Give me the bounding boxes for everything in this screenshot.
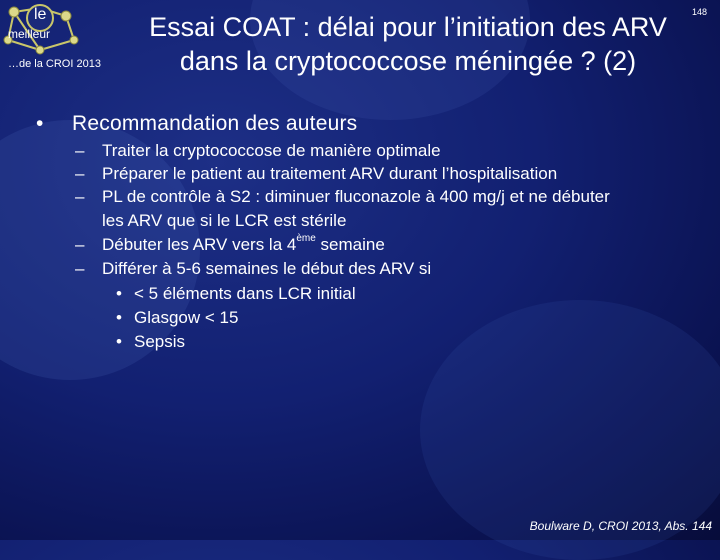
citation: Boulware D, CROI 2013, Abs. 144 <box>529 519 712 533</box>
list-item-text: Débuter les ARV vers la 4ème semaine <box>102 233 385 254</box>
bullet-icon: • <box>116 308 122 327</box>
bullet-icon: • <box>36 112 44 135</box>
bullet-icon: • <box>116 332 122 351</box>
molecule-icon <box>0 0 120 90</box>
dash-icon: – <box>75 259 85 278</box>
list-item-text: Différer à 5-6 semaines le début des ARV si <box>102 259 432 278</box>
sub-list-item-text: Sepsis <box>134 332 186 351</box>
main-bullet-text: Recommandation des auteurs <box>72 112 358 135</box>
sub-list-item-text: < 5 éléments dans LCR initial <box>134 284 356 303</box>
logo-text-meilleur: meilleur <box>8 27 51 41</box>
superscript: ème <box>296 233 316 244</box>
list-item-text: PL de contrôle à S2 : diminuer fluconazole à 400 mg/j et ne débuter <box>102 187 610 206</box>
logo-subtitle: …de la CROI 2013 <box>8 58 101 70</box>
slide-title-line: Essai COAT : délai pour l’initiation des ARV <box>149 12 667 42</box>
slide-title-line: dans la cryptococcose méningée ? (2) <box>179 46 637 76</box>
dash-icon: – <box>75 164 85 183</box>
list-item-text: les ARV que si le LCR est stérile <box>102 211 347 230</box>
slide-number: 148 <box>692 7 708 17</box>
dash-icon: – <box>75 187 85 206</box>
dash-icon: – <box>75 235 85 254</box>
dash-icon: – <box>75 141 85 160</box>
list-item-text: Traiter la cryptococcose de manière optimale <box>102 141 441 160</box>
conference-logo <box>0 0 120 90</box>
main-bullet <box>36 112 358 136</box>
list-item-text: Préparer le patient au traitement ARV durant l’hospitalisation <box>102 164 558 183</box>
slide-title <box>128 10 688 78</box>
logo-text-le: le <box>34 6 47 23</box>
sub-list-item-text: Glasgow < 15 <box>134 308 239 327</box>
bullet-icon: • <box>116 284 122 303</box>
